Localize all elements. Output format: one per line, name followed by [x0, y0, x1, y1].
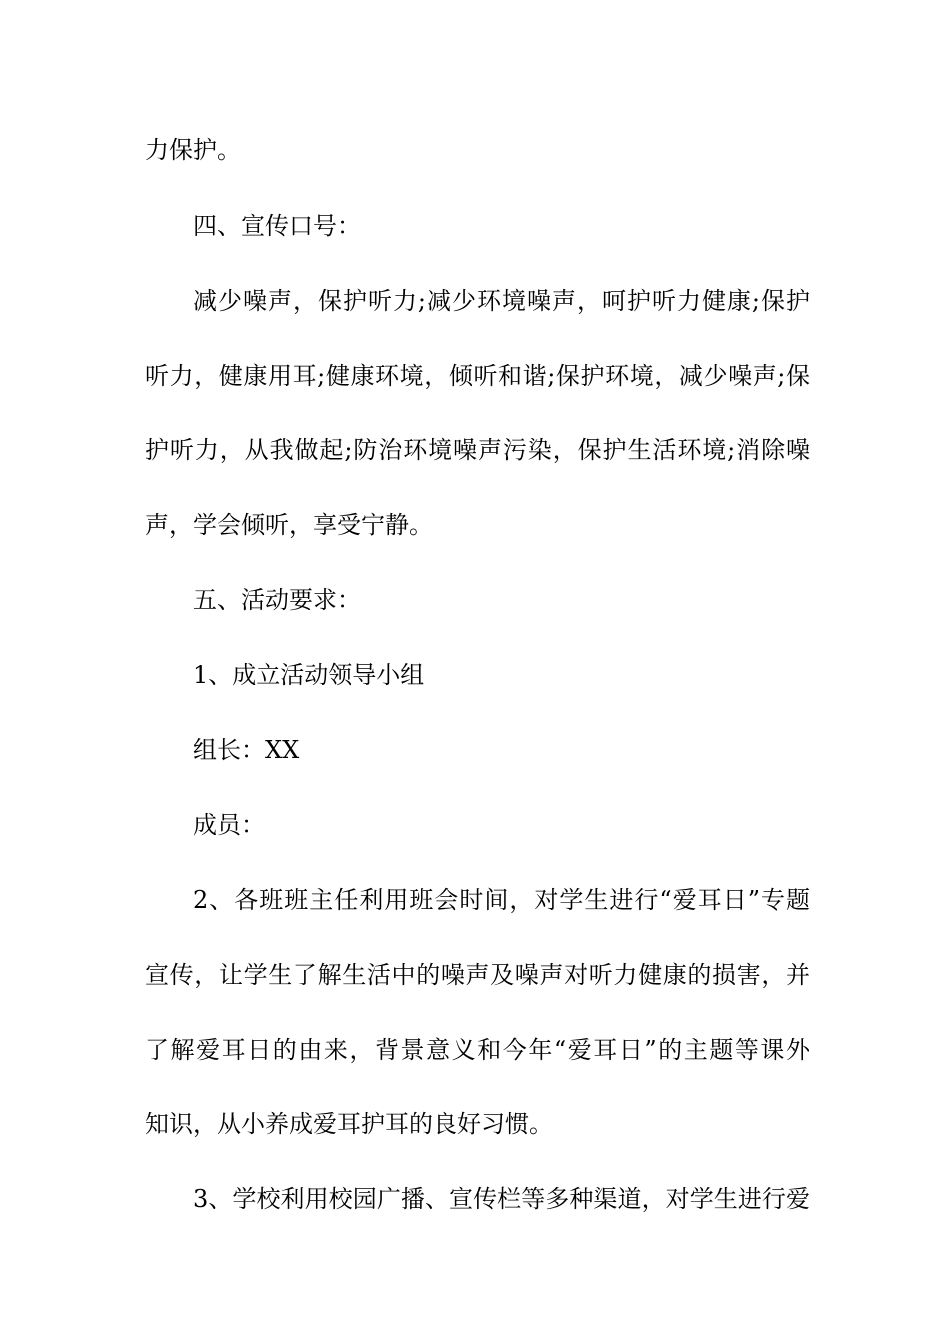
section-heading-slogans: 四、宣传口号：: [193, 212, 361, 240]
slogan-line: 听力，健康用耳;健康环境，倾听和谐;保护环境，减少噪声;保: [145, 362, 810, 390]
slogan-line: 声，学会倾听，享受宁静。: [145, 511, 433, 539]
slogan-line: 减少噪声，保护听力;减少环境噪声，呵护听力健康;保护: [193, 287, 810, 315]
section-heading-requirements: 五、活动要求：: [193, 586, 361, 614]
list-item: 3、学校利用校园广播、宣传栏等多种渠道，对学生进行爱: [193, 1185, 810, 1213]
paragraph-line: 宣传，让学生了解生活中的噪声及噪声对听力健康的损害，并: [145, 961, 810, 989]
list-item: 1、成立活动领导小组: [193, 661, 425, 689]
group-members-line: 成员：: [193, 811, 265, 839]
paragraph-continuation: 力保护。: [145, 136, 241, 164]
paragraph-line: 知识，从小养成爱耳护耳的良好习惯。: [145, 1110, 553, 1138]
group-leader-line: 组长：XX: [193, 736, 300, 764]
slogan-line: 护听力，从我做起;防治环境噪声污染，保护生活环境;消除噪: [145, 436, 810, 464]
list-item: 2、各班班主任利用班会时间，对学生进行“爱耳日”专题: [193, 886, 810, 914]
paragraph-line: 了解爱耳日的由来，背景意义和今年“爱耳日”的主题等课外: [145, 1036, 810, 1064]
